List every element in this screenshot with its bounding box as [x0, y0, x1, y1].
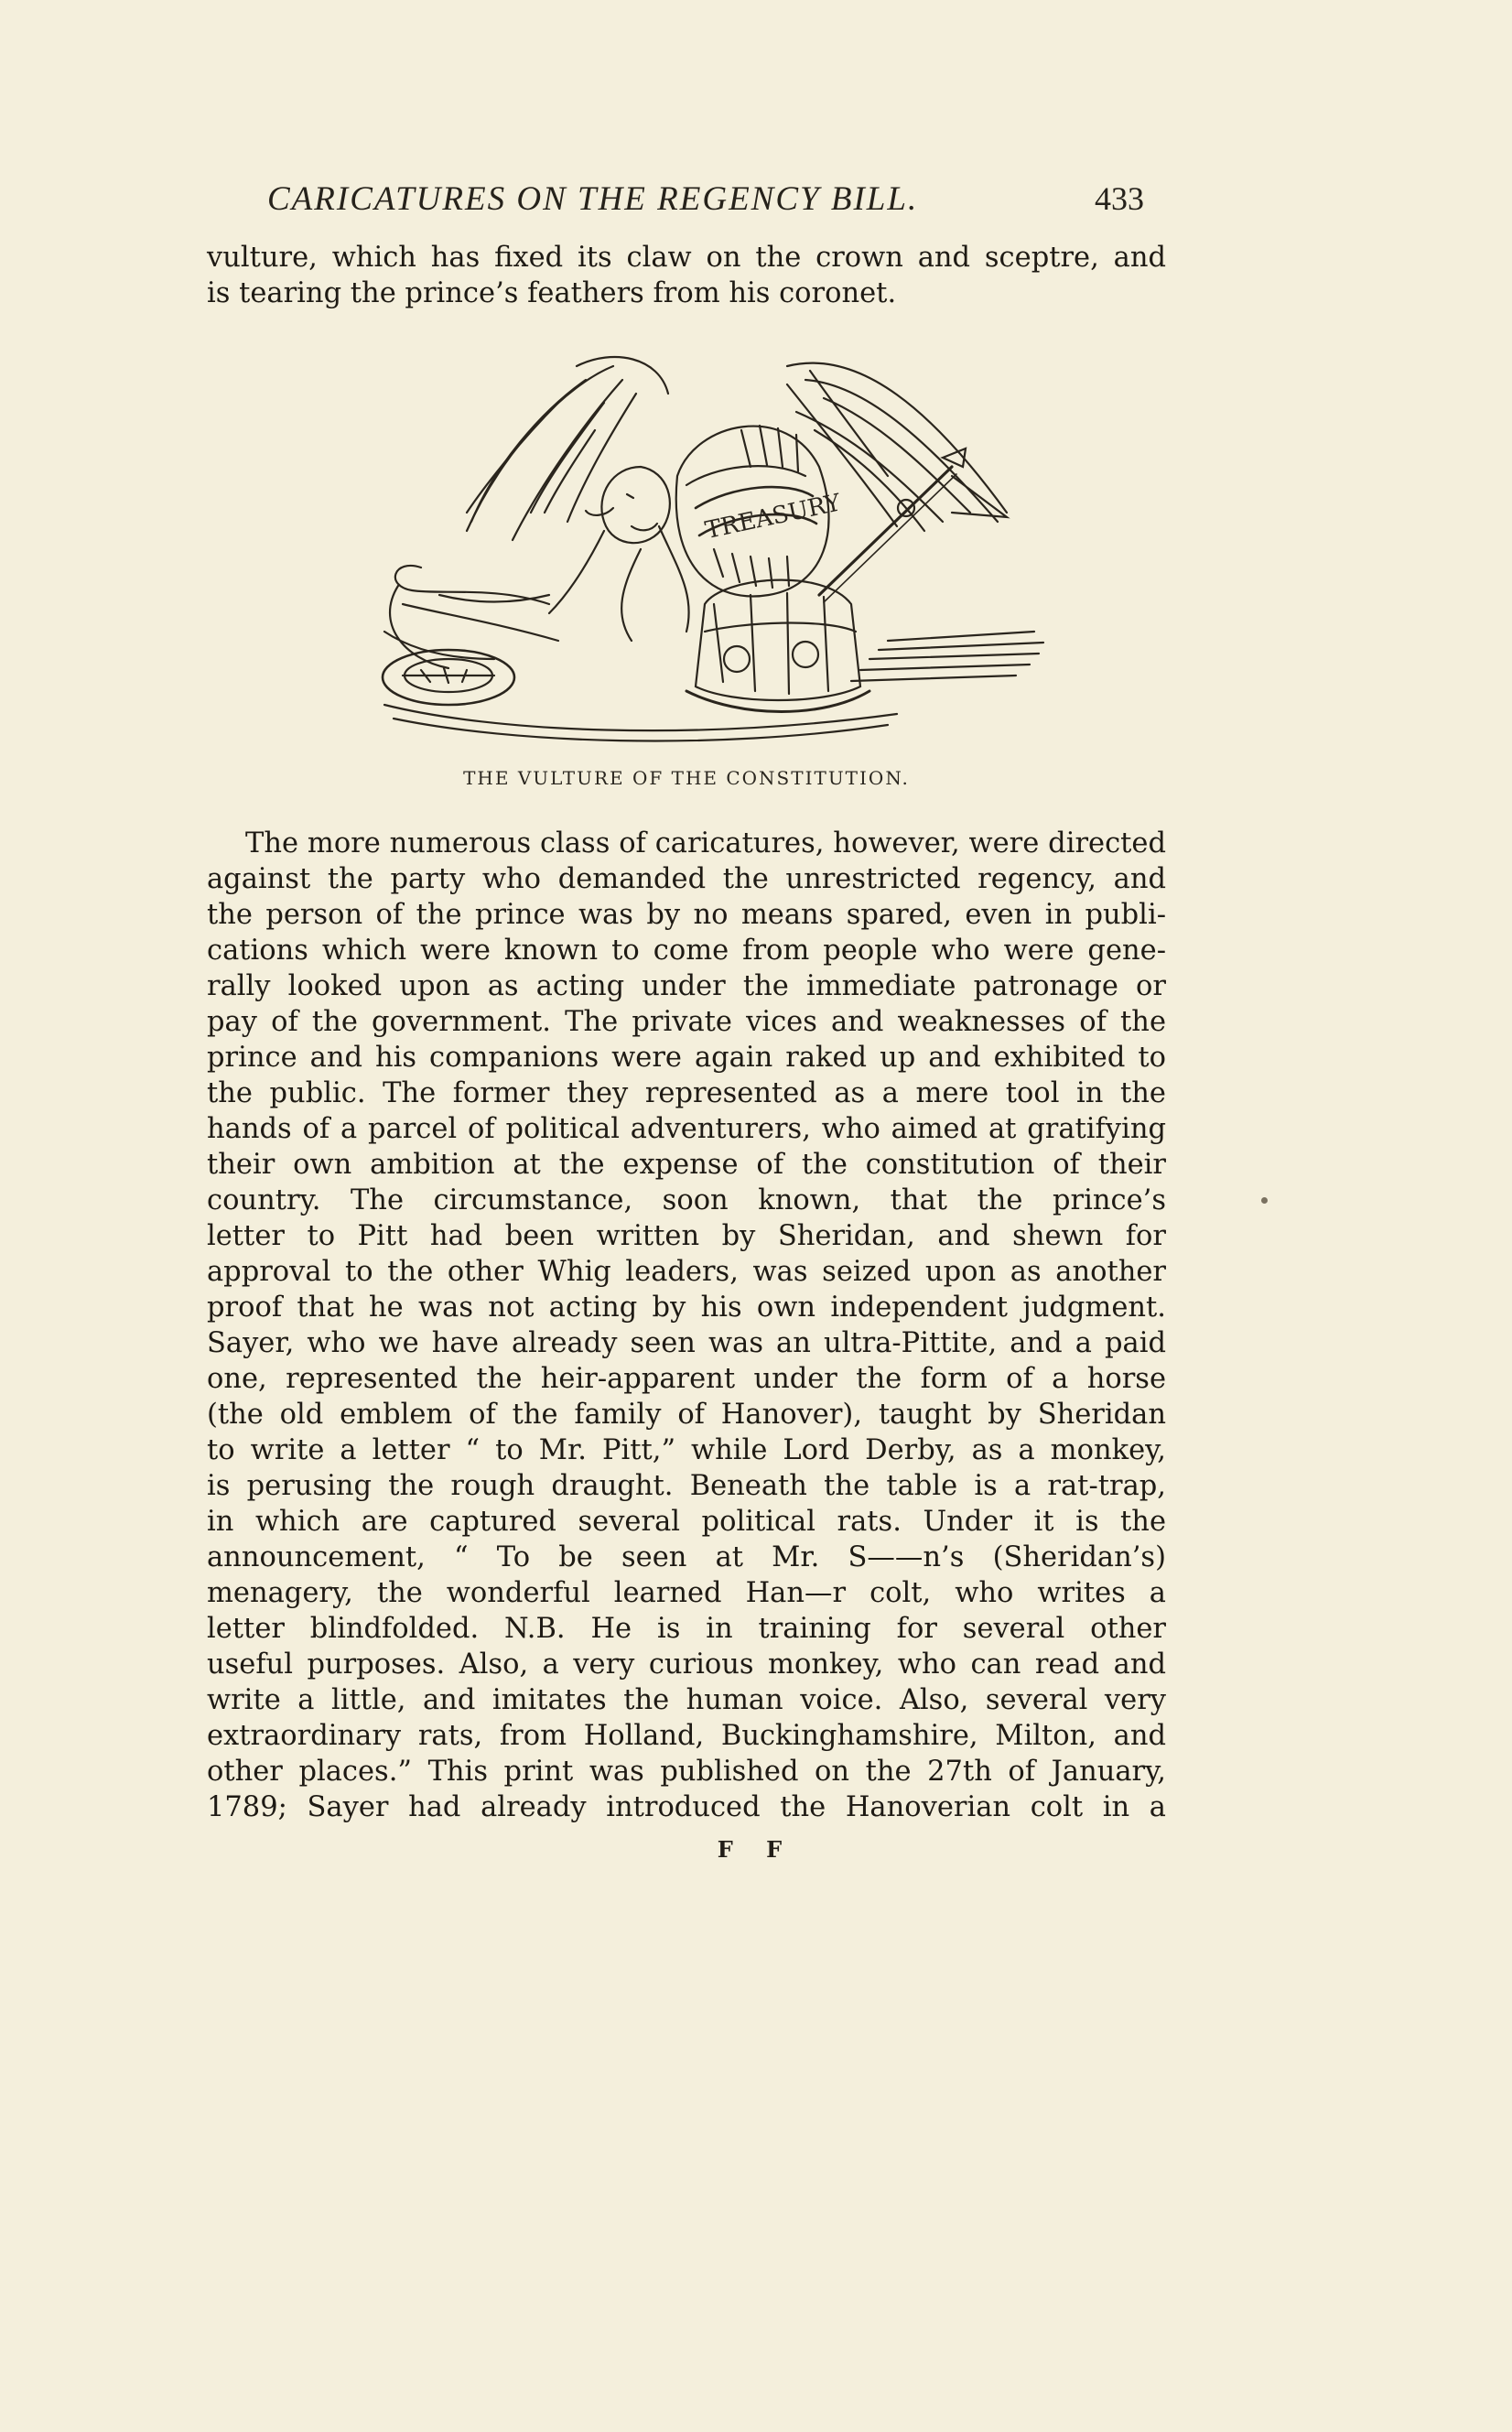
text-line: the person of the prince was by no means spared, even in publi-	[207, 899, 1166, 931]
text-line: one, represented the heir-apparent under the form of a horse	[207, 1363, 1166, 1395]
text-line: (the old emblem of the family of Hanover), taught by Sheridan	[207, 1399, 1166, 1431]
text-line: letter to Pitt had been written by Sheridan, and shewn for	[207, 1220, 1166, 1252]
text-line: prince and his companions were again raked up and exhibited to	[207, 1042, 1166, 1074]
text-line: rally looked upon as acting under the immediate patronage or	[207, 970, 1166, 1002]
text-line: write a little, and imitates the human voice. Also, several very	[207, 1684, 1166, 1716]
text-line: to write a letter “ to Mr. Pitt,” while Lord Derby, as a monkey,	[207, 1434, 1166, 1466]
body-paragraph	[207, 826, 1166, 1825]
text-line: announcement, “ To be seen at Mr. S——n’s (Sheridan’s)	[207, 1541, 1166, 1573]
text-line: pay of the government. The private vices and weaknesses of the	[207, 1006, 1166, 1038]
text-line: other places.” This print was published on the 27th of January,	[207, 1756, 1166, 1788]
text-line: in which are captured several political rats. Under it is the	[207, 1506, 1166, 1538]
text-line: The more numerous class of caricatures, however, were directed	[245, 827, 1166, 859]
running-head	[267, 179, 1144, 225]
page-number: 433	[1095, 180, 1144, 217]
signature-mark: F F	[717, 1836, 795, 1863]
text-line: useful purposes. Also, a very curious monkey, who can read and	[207, 1648, 1166, 1681]
figure-caption: THE VULTURE OF THE CONSTITUTION.	[463, 767, 910, 789]
text-line: menagery, the wonderful learned Han—r colt, who writes a	[207, 1577, 1166, 1609]
text-line: 1789; Sayer had already introduced the Hanoverian colt in a	[207, 1791, 1166, 1823]
intro-paragraph	[207, 240, 1166, 311]
text-line: Sayer, who we have already seen was an ultra-Pittite, and a paid	[207, 1327, 1166, 1359]
text-line: approval to the other Whig leaders, was seized upon as another	[207, 1256, 1166, 1288]
text-line: the public. The former they represented as a mere tool in the	[207, 1077, 1166, 1109]
text-line: letter blindfolded. N.B. He is in training for several other	[207, 1613, 1166, 1645]
text-line: their own ambition at the expense of the constitution of their	[207, 1149, 1166, 1181]
text-line: country. The circumstance, soon known, that the prince’s	[207, 1184, 1166, 1216]
text-line: against the party who demanded the unrestricted regency, and	[207, 863, 1166, 895]
text-line: is tearing the prince’s feathers from his coronet.	[207, 277, 897, 309]
text-line: extraordinary rats, from Holland, Buckinghamshire, Milton, and	[207, 1720, 1166, 1752]
text-line: cations which were known to come from people who were gene-	[207, 935, 1166, 967]
text-line: proof that he was not acting by his own independent judgment.	[207, 1292, 1166, 1324]
treasury-label: TREASURY	[702, 489, 844, 546]
text-line: hands of a parcel of political adventurers, who aimed at gratifying	[207, 1113, 1166, 1145]
vulture-engraving	[311, 330, 1071, 760]
text-line: vulture, which has fixed its claw on the crown and sceptre, and	[207, 242, 1166, 274]
margin-mark	[1261, 1197, 1268, 1204]
running-title: CARICATURES ON THE REGENCY BILL.	[267, 180, 919, 218]
text-line: is perusing the rough draught. Beneath the table is a rat-trap,	[207, 1470, 1166, 1502]
